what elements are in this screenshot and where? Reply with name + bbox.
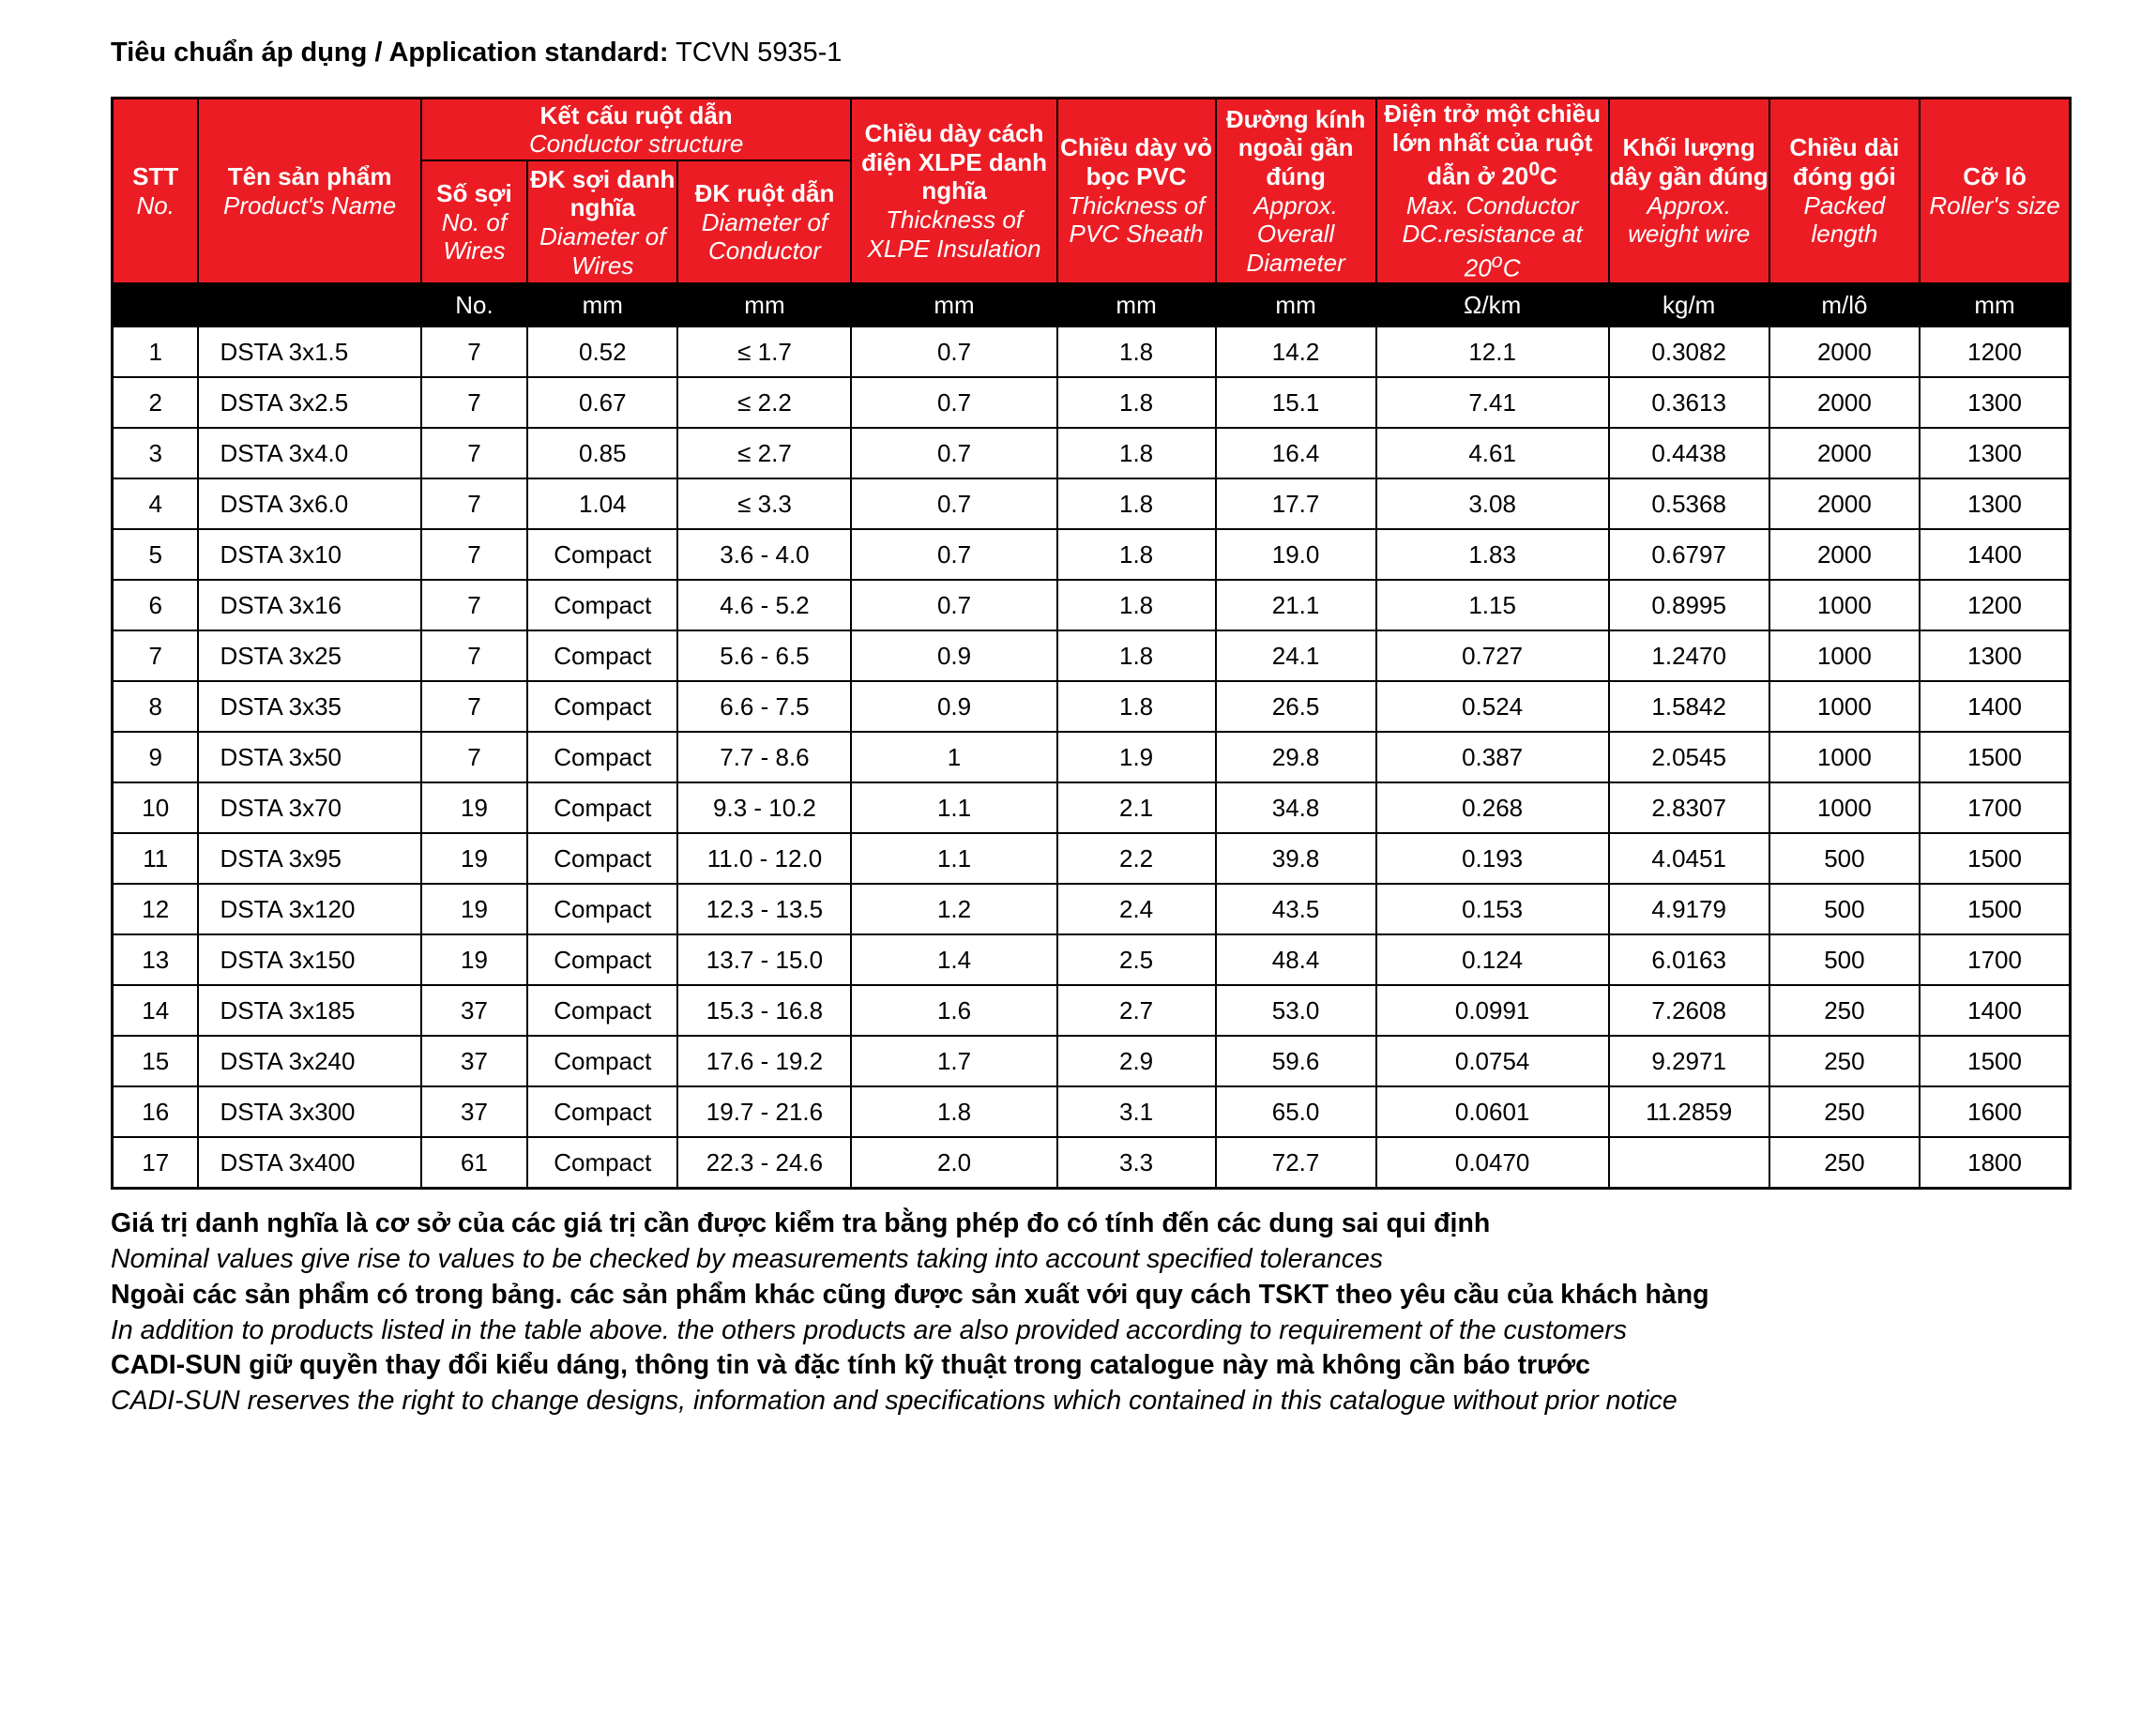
unit-cell-4: mm [677, 283, 851, 326]
unit-cell-11: mm [1920, 283, 2070, 326]
note-line-0: Giá trị danh nghĩa là cơ sở của các giá trị cần được kiểm tra bằng phép đo có tính đến các dung sai qui định [111, 1207, 1491, 1238]
cell-value: 1.1 [851, 833, 1056, 884]
cell-value: 0.7 [851, 326, 1056, 377]
application-standard-label: Tiêu chuẩn áp dụng / Application standard: [111, 38, 669, 68]
cell-value: 61 [421, 1137, 527, 1188]
table-row [113, 985, 2071, 1036]
cell-value: 3.3 [1057, 1137, 1216, 1188]
unit-cell-10: m/lô [1769, 283, 1920, 326]
header-packed-length-vi: Chiều dài đóng gói [1789, 133, 1900, 190]
cell-value: 0.6797 [1609, 529, 1769, 580]
table-row [113, 428, 2071, 478]
cell-value: 2.0 [851, 1137, 1056, 1188]
cell-product-name: DSTA 3x1.5 [198, 326, 420, 377]
header-conductor-diameter-en: Diameter of Conductor [701, 207, 828, 266]
header-packed-length [1769, 99, 1920, 284]
cell-value: Compact [527, 681, 677, 732]
cell-value: 11 [113, 833, 199, 884]
cell-value: 65.0 [1216, 1086, 1376, 1137]
cell-value: 1.7 [851, 1036, 1056, 1086]
unit-cell-1 [198, 283, 420, 326]
header-product-name-vi: Tên sản phẩm [227, 162, 392, 190]
cell-value: 1.8 [1057, 681, 1216, 732]
cell-value: 1.8 [851, 1086, 1056, 1137]
cell-value: 17.7 [1216, 478, 1376, 529]
header-conductor-diameter [677, 160, 851, 283]
cell-value: 0.0470 [1376, 1137, 1609, 1188]
cell-product-name: DSTA 3x25 [198, 630, 420, 681]
table-row [113, 377, 2071, 428]
cell-value: 0.85 [527, 428, 677, 478]
cell-value: 7 [421, 326, 527, 377]
cell-value: 37 [421, 1086, 527, 1137]
header-product-name-en: Product's Name [223, 190, 397, 220]
cell-value: 0.8995 [1609, 580, 1769, 630]
cell-value: 3.1 [1057, 1086, 1216, 1137]
cell-value: 21.1 [1216, 580, 1376, 630]
cell-value: 7.7 - 8.6 [677, 732, 851, 782]
cell-value: 1.83 [1376, 529, 1609, 580]
note-line-3: In addition to products listed in the table above. the others products are also provided according to requirement of the customers [111, 1314, 1627, 1345]
unit-cell-0 [113, 283, 199, 326]
cell-value: 12.1 [1376, 326, 1609, 377]
header-xlpe-thickness-en: Thickness of XLPE Insulation [867, 205, 1041, 263]
table-row [113, 478, 2071, 529]
note-line-5: CADI-SUN reserves the right to change designs, information and specifications which contained in this catalogue without prior notice [111, 1386, 1678, 1417]
cell-value: Compact [527, 580, 677, 630]
cell-value: 7 [113, 630, 199, 681]
table-row [113, 782, 2071, 833]
cell-value: 12 [113, 884, 199, 934]
header-dc-resistance-vi-sup: 0 [1528, 157, 1541, 181]
cell-value: Compact [527, 732, 677, 782]
cell-value: 7 [421, 428, 527, 478]
cell-value: 0.193 [1376, 833, 1609, 884]
cell-value: 0.7 [851, 428, 1056, 478]
cell-value: 250 [1769, 985, 1920, 1036]
cell-value: 4.61 [1376, 428, 1609, 478]
cell-value: 0.9 [851, 681, 1056, 732]
cell-value: 1.2 [851, 884, 1056, 934]
cell-value: 1.2470 [1609, 630, 1769, 681]
cell-product-name: DSTA 3x300 [198, 1086, 420, 1137]
cell-value: 0.7 [851, 529, 1056, 580]
header-stt-vi: STT [132, 162, 179, 190]
header-pvc-thickness [1057, 99, 1216, 284]
header-roller-size [1920, 99, 2070, 284]
cell-value: 29.8 [1216, 732, 1376, 782]
notes-block [111, 1207, 2072, 1419]
header-wire-diameter [527, 160, 677, 283]
cell-product-name: DSTA 3x35 [198, 681, 420, 732]
cell-value: 0.0601 [1376, 1086, 1609, 1137]
cell-value: 1.8 [1057, 377, 1216, 428]
cell-value: 2.9 [1057, 1036, 1216, 1086]
cell-product-name: DSTA 3x185 [198, 985, 420, 1036]
cell-value: 250 [1769, 1036, 1920, 1086]
table-row [113, 630, 2071, 681]
cell-value: 6.6 - 7.5 [677, 681, 851, 732]
cell-value: 0.4438 [1609, 428, 1769, 478]
cell-value: 1000 [1769, 630, 1920, 681]
cell-value: 2.0545 [1609, 732, 1769, 782]
cell-value: 2000 [1769, 478, 1920, 529]
header-pvc-thickness-en: Thickness of PVC Sheath [1068, 190, 1206, 249]
cell-value: 1.9 [1057, 732, 1216, 782]
cell-product-name: DSTA 3x4.0 [198, 428, 420, 478]
cell-value: 1400 [1920, 529, 2070, 580]
cell-value: 1500 [1920, 833, 2070, 884]
cell-value: 2000 [1769, 529, 1920, 580]
cell-value: 1.8 [1057, 630, 1216, 681]
cell-product-name: DSTA 3x50 [198, 732, 420, 782]
cell-value: 6.0163 [1609, 934, 1769, 985]
table-row [113, 1086, 2071, 1137]
header-dc-resistance-vi-text: Điện trở một chiều lớn nhất của ruột dẫn ở 20 [1384, 99, 1602, 190]
cell-value: 1.8 [1057, 580, 1216, 630]
cell-value: 1.4 [851, 934, 1056, 985]
cell-value: 1700 [1920, 934, 2070, 985]
cell-value: 250 [1769, 1086, 1920, 1137]
cell-value: 1000 [1769, 732, 1920, 782]
cell-value: 1000 [1769, 580, 1920, 630]
cell-value: 34.8 [1216, 782, 1376, 833]
header-xlpe-thickness-vi: Chiều dày cách điện XLPE danh nghĩa [861, 118, 1047, 205]
header-xlpe-thickness [851, 99, 1056, 284]
cell-value: 500 [1769, 833, 1920, 884]
header-no-of-wires [421, 160, 527, 283]
unit-cell-8: Ω/km [1376, 283, 1609, 326]
cell-value: 53.0 [1216, 985, 1376, 1036]
cell-value: 24.1 [1216, 630, 1376, 681]
header-weight [1609, 99, 1769, 284]
cell-value: 16 [113, 1086, 199, 1137]
cell-value: 1200 [1920, 326, 2070, 377]
header-roller-size-vi: Cỡ lô [1963, 162, 2027, 190]
header-wire-diameter-vi: ĐK sợi danh nghĩa [530, 164, 676, 222]
table-body [113, 283, 2071, 1188]
header-packed-length-en: Packed length [1803, 190, 1886, 249]
cell-value: Compact [527, 529, 677, 580]
application-standard-value: TCVN 5935-1 [676, 38, 843, 68]
cell-product-name: DSTA 3x6.0 [198, 478, 420, 529]
cell-product-name: DSTA 3x240 [198, 1036, 420, 1086]
cell-product-name: DSTA 3x150 [198, 934, 420, 985]
cell-product-name: DSTA 3x16 [198, 580, 420, 630]
cell-value: Compact [527, 1036, 677, 1086]
cell-value: 10 [113, 782, 199, 833]
cell-value: Compact [527, 782, 677, 833]
table-row [113, 529, 2071, 580]
cell-product-name: DSTA 3x70 [198, 782, 420, 833]
cell-value: 8 [113, 681, 199, 732]
header-no-of-wires-en: No. of Wires [441, 207, 508, 266]
cell-value: 2.5 [1057, 934, 1216, 985]
cell-value: 2.4 [1057, 884, 1216, 934]
units-row [113, 283, 2071, 326]
cell-value: 0.387 [1376, 732, 1609, 782]
table-header [113, 99, 2071, 284]
cell-value: 2000 [1769, 326, 1920, 377]
cell-value: 1500 [1920, 1036, 2070, 1086]
cell-value: 1300 [1920, 377, 2070, 428]
cell-value: 0.5368 [1609, 478, 1769, 529]
cell-value: 0.153 [1376, 884, 1609, 934]
header-pvc-thickness-vi: Chiều dày vỏ bọc PVC [1060, 133, 1212, 190]
cell-value: 1300 [1920, 478, 2070, 529]
unit-cell-6: mm [1057, 283, 1216, 326]
cell-product-name: DSTA 3x95 [198, 833, 420, 884]
cell-value: 1.8 [1057, 428, 1216, 478]
cell-value: 17 [113, 1137, 199, 1188]
cell-value: 1800 [1920, 1137, 2070, 1188]
cell-value: 1.6 [851, 985, 1056, 1036]
unit-cell-9: kg/m [1609, 283, 1769, 326]
cell-value: 1 [851, 732, 1056, 782]
cell-value: 15.1 [1216, 377, 1376, 428]
cell-value: Compact [527, 833, 677, 884]
cell-value: 14 [113, 985, 199, 1036]
cell-value: 11.2859 [1609, 1086, 1769, 1137]
cell-value: 1500 [1920, 884, 2070, 934]
cell-value: 7 [421, 478, 527, 529]
cell-value: 1700 [1920, 782, 2070, 833]
header-stt-en: No. [136, 190, 175, 220]
cell-value: 2000 [1769, 377, 1920, 428]
cell-value: 39.8 [1216, 833, 1376, 884]
cell-value: Compact [527, 884, 677, 934]
cable-specification-table [111, 97, 2072, 1190]
cell-value: 0.524 [1376, 681, 1609, 732]
cell-value: 26.5 [1216, 681, 1376, 732]
cell-value: 1.1 [851, 782, 1056, 833]
cell-value: 1.15 [1376, 580, 1609, 630]
cell-value: 1000 [1769, 782, 1920, 833]
cell-value: 0.7 [851, 580, 1056, 630]
cell-value [1609, 1137, 1769, 1188]
cell-value: 0.9 [851, 630, 1056, 681]
cell-value: 0.727 [1376, 630, 1609, 681]
cell-value: 7.2608 [1609, 985, 1769, 1036]
header-wire-diameter-en: Diameter of Wires [539, 221, 666, 280]
cell-product-name: DSTA 3x120 [198, 884, 420, 934]
cell-value: 7 [421, 377, 527, 428]
cell-value: 0.3082 [1609, 326, 1769, 377]
cell-value: 4.0451 [1609, 833, 1769, 884]
cell-value: Compact [527, 934, 677, 985]
table-row [113, 1036, 2071, 1086]
cell-value: 1600 [1920, 1086, 2070, 1137]
cell-value: 22.3 - 24.6 [677, 1137, 851, 1188]
header-conductor-diameter-vi: ĐK ruột dẫn [694, 178, 835, 207]
note-line-2: Ngoài các sản phẩm có trong bảng. các sản phẩm khác cũng được sản xuất với quy cách TSKT theo yêu cầu của khách hàng [111, 1279, 1709, 1310]
cell-value: 3.6 - 4.0 [677, 529, 851, 580]
cell-value: Compact [527, 630, 677, 681]
cell-value: 7.41 [1376, 377, 1609, 428]
application-standard [111, 38, 2090, 68]
header-overall-diameter [1216, 99, 1376, 284]
header-dc-resistance-en [1377, 191, 1608, 283]
cell-value: Compact [527, 1086, 677, 1137]
table-row [113, 884, 2071, 934]
header-stt [113, 99, 199, 284]
cell-value: 5 [113, 529, 199, 580]
cell-value: 9.2971 [1609, 1036, 1769, 1086]
cell-value: 1.5842 [1609, 681, 1769, 732]
cell-value: 19.0 [1216, 529, 1376, 580]
header-dc-resistance-en-sup: o [1491, 249, 1503, 273]
cell-value: ≤ 1.7 [677, 326, 851, 377]
cell-value: 7 [421, 529, 527, 580]
header-dc-resistance-en-tail: C [1502, 253, 1521, 282]
cell-value: 12.3 - 13.5 [677, 884, 851, 934]
unit-cell-5: mm [851, 283, 1056, 326]
cell-value: 16.4 [1216, 428, 1376, 478]
cell-value: 2 [113, 377, 199, 428]
cell-value: 1.8 [1057, 529, 1216, 580]
cell-value: 7 [421, 732, 527, 782]
cell-value: 7 [421, 580, 527, 630]
cell-value: 1500 [1920, 732, 2070, 782]
cell-value: 250 [1769, 1137, 1920, 1188]
header-conductor-structure-vi: Kết cấu ruột dẫn [539, 100, 733, 129]
cell-value: 6 [113, 580, 199, 630]
cell-value: 37 [421, 1036, 527, 1086]
cell-value: 7 [421, 681, 527, 732]
cell-value: 2.1 [1057, 782, 1216, 833]
cell-value: 59.6 [1216, 1036, 1376, 1086]
header-weight-en: Approx. weight wire [1628, 190, 1751, 249]
note-line-4: CADI-SUN giữ quyền thay đổi kiểu dáng, thông tin và đặc tính kỹ thuật trong catalogue này mà không cần báo trước [111, 1350, 1590, 1381]
cell-value: 9.3 - 10.2 [677, 782, 851, 833]
header-conductor-structure-en: Conductor structure [528, 129, 744, 159]
cell-value: 2000 [1769, 428, 1920, 478]
cell-value: 72.7 [1216, 1137, 1376, 1188]
unit-cell-2: No. [421, 283, 527, 326]
cell-value: 3.08 [1376, 478, 1609, 529]
cell-value: 0.7 [851, 478, 1056, 529]
cell-value: 500 [1769, 884, 1920, 934]
table-row [113, 833, 2071, 884]
cell-value: 15 [113, 1036, 199, 1086]
table-row [113, 681, 2071, 732]
cell-value: 0.268 [1376, 782, 1609, 833]
cell-value: 9 [113, 732, 199, 782]
cell-value: 0.7 [851, 377, 1056, 428]
cell-value: 48.4 [1216, 934, 1376, 985]
cell-value: 1400 [1920, 681, 2070, 732]
cell-value: 37 [421, 985, 527, 1036]
cell-value: 7 [421, 630, 527, 681]
cell-value: 5.6 - 6.5 [677, 630, 851, 681]
cell-value: 15.3 - 16.8 [677, 985, 851, 1036]
cell-value: 19 [421, 884, 527, 934]
note-line-1: Nominal values give rise to values to be checked by measurements taking into account specified tolerances [111, 1243, 1384, 1274]
cell-value: 1.8 [1057, 326, 1216, 377]
cell-value: 0.3613 [1609, 377, 1769, 428]
cell-value: 1400 [1920, 985, 2070, 1036]
header-product-name [198, 99, 420, 284]
header-row-top [113, 99, 2071, 161]
header-overall-diameter-vi: Đường kính ngoài gần đúng [1225, 104, 1366, 190]
cell-value: 19 [421, 934, 527, 985]
cell-value: 17.6 - 19.2 [677, 1036, 851, 1086]
cell-value: 1.04 [527, 478, 677, 529]
cell-value: 0.0991 [1376, 985, 1609, 1036]
cell-product-name: DSTA 3x2.5 [198, 377, 420, 428]
header-overall-diameter-en: Approx. Overall Diameter [1246, 190, 1345, 278]
cell-value: Compact [527, 985, 677, 1036]
cell-value: ≤ 2.2 [677, 377, 851, 428]
cell-value: ≤ 3.3 [677, 478, 851, 529]
cell-value: 43.5 [1216, 884, 1376, 934]
cell-value: 3 [113, 428, 199, 478]
cell-value: ≤ 2.7 [677, 428, 851, 478]
header-dc-resistance-vi [1377, 99, 1608, 191]
header-roller-size-en: Roller's size [1929, 190, 2060, 220]
cell-value: 1000 [1769, 681, 1920, 732]
cell-value: 19 [421, 833, 527, 884]
cell-value: 19.7 - 21.6 [677, 1086, 851, 1137]
cell-value: 4.6 - 5.2 [677, 580, 851, 630]
cell-value: 2.7 [1057, 985, 1216, 1036]
cell-product-name: DSTA 3x10 [198, 529, 420, 580]
cell-value: 4 [113, 478, 199, 529]
header-dc-resistance-vi-tail: C [1540, 162, 1558, 190]
cell-value: 1300 [1920, 428, 2070, 478]
table-row [113, 580, 2071, 630]
header-conductor-structure [421, 99, 852, 161]
cell-value: 0.67 [527, 377, 677, 428]
cell-value: 1.8 [1057, 478, 1216, 529]
header-dc-resistance-en-text: Max. Conductor DC.resistance at 20 [1402, 190, 1583, 282]
cell-product-name: DSTA 3x400 [198, 1137, 420, 1188]
header-no-of-wires-vi: Số sợi [436, 178, 512, 207]
cell-value: Compact [527, 1137, 677, 1188]
cell-value: 0.0754 [1376, 1036, 1609, 1086]
cell-value: 1200 [1920, 580, 2070, 630]
table-row [113, 934, 2071, 985]
cell-value: 14.2 [1216, 326, 1376, 377]
cell-value: 2.8307 [1609, 782, 1769, 833]
cell-value: 13.7 - 15.0 [677, 934, 851, 985]
cell-value: 1300 [1920, 630, 2070, 681]
table-row [113, 732, 2071, 782]
cell-value: 13 [113, 934, 199, 985]
unit-cell-7: mm [1216, 283, 1376, 326]
cell-value: 11.0 - 12.0 [677, 833, 851, 884]
table-row [113, 326, 2071, 377]
cell-value: 0.124 [1376, 934, 1609, 985]
cell-value: 4.9179 [1609, 884, 1769, 934]
table-row [113, 1137, 2071, 1188]
cell-value: 1 [113, 326, 199, 377]
header-dc-resistance [1376, 99, 1609, 284]
cell-value: 500 [1769, 934, 1920, 985]
cell-value: 2.2 [1057, 833, 1216, 884]
unit-cell-3: mm [527, 283, 677, 326]
header-weight-vi: Khối lượng dây gần đúng [1609, 133, 1769, 190]
cell-value: 0.52 [527, 326, 677, 377]
cell-value: 19 [421, 782, 527, 833]
